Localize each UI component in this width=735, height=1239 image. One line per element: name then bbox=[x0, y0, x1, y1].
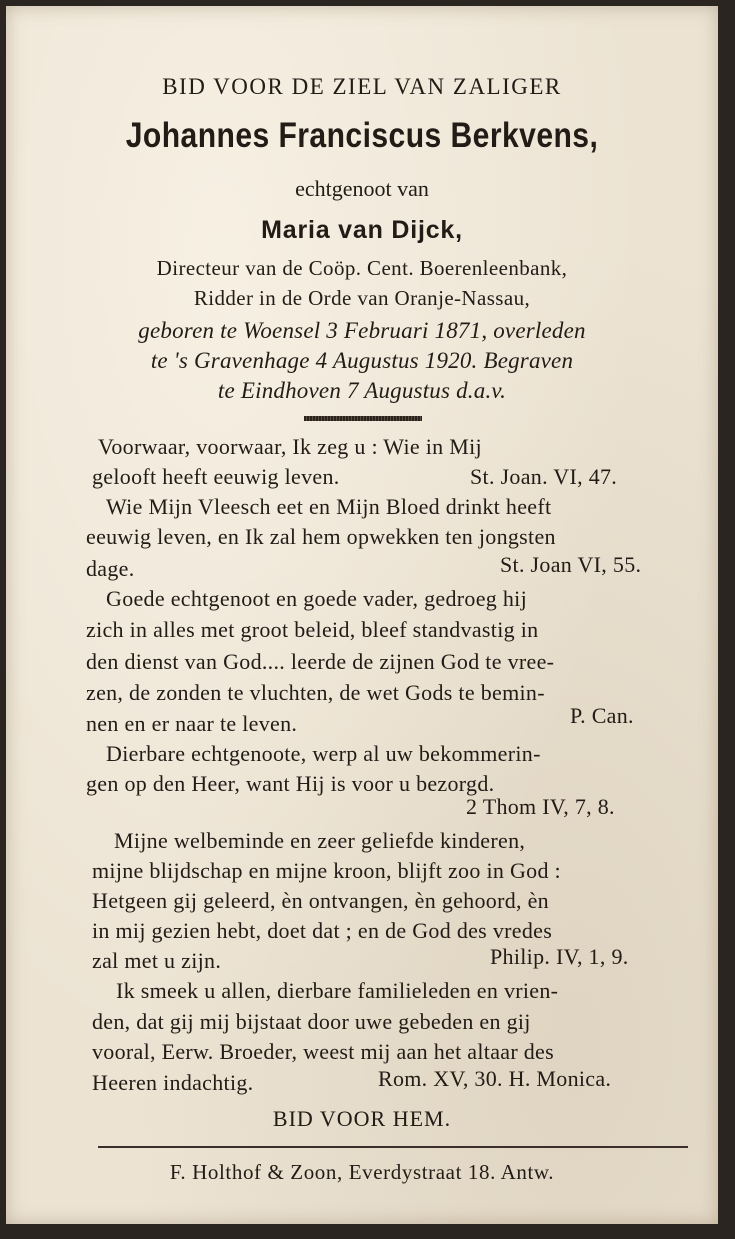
scripture-reference: St. Joan VI, 55. bbox=[500, 552, 642, 577]
text-line: den, dat gij mij bijstaat door uwe gebeden en gij bbox=[92, 1009, 531, 1034]
spouse-name: Maria van Dijck, bbox=[261, 216, 463, 244]
title-line-1: Directeur van de Coöp. Cent. Boerenleenbank, bbox=[156, 256, 568, 280]
text-line: zich in alles met groot beleid, bleef standvastig in bbox=[86, 617, 539, 642]
scripture-reference: 2 Thom IV, 7, 8. bbox=[466, 794, 615, 819]
text-line: in mij gezien hebt, doet dat ; en de God des vredes bbox=[92, 918, 553, 943]
memorial-card bbox=[6, 6, 718, 1224]
text-line: zen, de zonden te vluchten, de wet Gods te bemin- bbox=[86, 680, 545, 705]
text-line: Wie Mijn Vleesch eet en Mijn Bloed drinkt heeft bbox=[106, 494, 552, 519]
text-line: den dienst van God.... leerde de zijnen God te vree- bbox=[86, 649, 555, 674]
scripture-reference: St. Joan. VI, 47. bbox=[470, 464, 618, 489]
text-line: Voorwaar, voorwaar, Ik zeg u : Wie in Mij bbox=[98, 434, 482, 459]
source-reference: Rom. XV, 30. H. Monica. bbox=[378, 1066, 612, 1091]
closing-prayer: BID VOOR HEM. bbox=[272, 1106, 452, 1131]
source-reference: P. Can. bbox=[570, 703, 634, 728]
scripture-reference: Philip. IV, 1, 9. bbox=[490, 944, 629, 969]
text-line: gelooft heeft eeuwig leven. bbox=[92, 464, 340, 489]
dates-line-1: geboren te Woensel 3 Februari 1871, overleden bbox=[138, 318, 586, 343]
text-line: mijne blijdschap en mijne kroon, blijft zoo in God : bbox=[92, 858, 561, 883]
printer-imprint: F. Holthof & Zoon, Everdystraat 18. Antw. bbox=[169, 1160, 555, 1184]
dates-line-2: te 's Gravenhage 4 Augustus 1920. Begraven bbox=[150, 348, 574, 373]
text-line: Heeren indachtig. bbox=[92, 1070, 254, 1095]
text-line: eeuwig leven, en Ik zal hem opwekken ten jongsten bbox=[86, 524, 556, 549]
title-line-2: Ridder in de Orde van Oranje-Nassau, bbox=[193, 286, 531, 310]
text-line: Mijne welbeminde en zeer geliefde kinderen, bbox=[114, 828, 526, 853]
text-line: dage. bbox=[86, 556, 135, 581]
text-line: Goede echtgenoot en goede vader, gedroeg hij bbox=[106, 586, 527, 611]
ornamental-divider bbox=[304, 416, 422, 421]
deceased-name: Johannes Franciscus Berkvens, bbox=[125, 116, 599, 155]
dates-line-3: te Eindhoven 7 Augustus d.a.v. bbox=[217, 378, 507, 403]
text-line: zal met u zijn. bbox=[92, 948, 222, 973]
text-line: Hetgeen gij geleerd, èn ontvangen, èn gehoord, èn bbox=[92, 888, 549, 913]
invocation-heading: BID VOOR DE ZIEL VAN ZALIGER bbox=[162, 74, 562, 99]
text-line: Dierbare echtgenoote, werp al uw bekommerin- bbox=[106, 741, 541, 766]
relation-text: echtgenoot van bbox=[295, 176, 429, 201]
text-line: gen op den Heer, want Hij is voor u bezorgd. bbox=[86, 771, 495, 796]
text-line: vooral, Eerw. Broeder, weest mij aan het altaar des bbox=[92, 1039, 554, 1064]
text-line: Ik smeek u allen, dierbare familieleden en vrien- bbox=[116, 978, 559, 1003]
text-line: nen en er naar te leven. bbox=[86, 711, 298, 736]
footer-rule bbox=[98, 1146, 688, 1148]
